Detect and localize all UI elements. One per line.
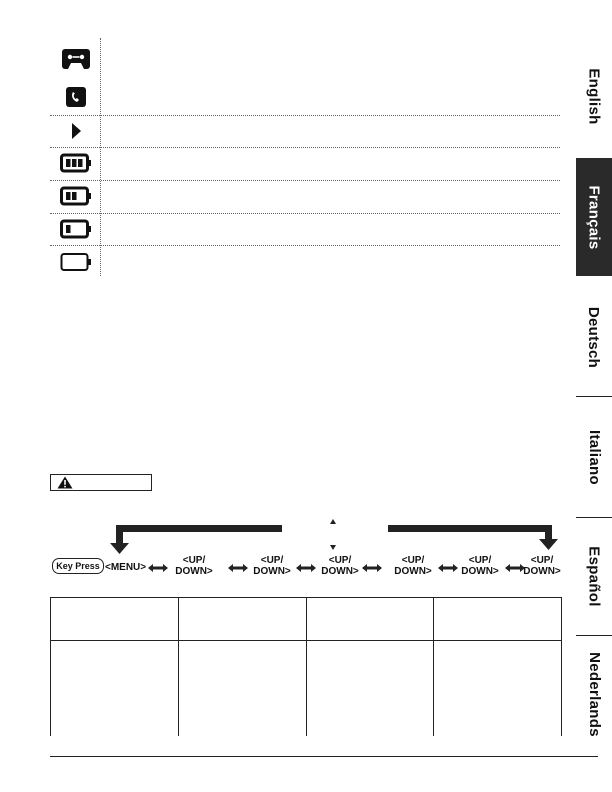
icon-table	[0, 0, 612, 280]
double-arrow-icon	[228, 563, 248, 573]
battery-two-thirds-icon	[60, 185, 92, 207]
battery-full-icon	[60, 152, 92, 174]
phone-icon	[60, 86, 92, 108]
tab-espanol-label: Español	[585, 545, 603, 607]
tab-espanol[interactable]	[576, 519, 612, 633]
warning-icon	[57, 476, 73, 489]
up-down-step: <UP/ DOWN>	[321, 555, 359, 577]
up-marker-icon	[329, 518, 337, 525]
warning-box	[50, 474, 152, 491]
return-arrow-left	[110, 525, 282, 555]
footer-rule	[50, 756, 598, 757]
tab-deutsch[interactable]	[576, 278, 612, 396]
tab-english-label: English	[585, 67, 603, 125]
up-down-step: <UP/ DOWN>	[253, 555, 291, 577]
up-down-step: <UP/ DOWN>	[523, 555, 561, 577]
tab-english[interactable]	[576, 40, 612, 152]
double-arrow-icon	[296, 563, 316, 573]
double-arrow-icon	[362, 563, 382, 573]
tab-francais[interactable]	[576, 158, 612, 276]
settings-table	[50, 597, 562, 736]
tab-italiano-label: Italiano	[585, 429, 603, 485]
menu-step: <MENU>	[105, 562, 147, 573]
return-arrow-right	[388, 525, 558, 551]
double-arrow-icon	[438, 563, 458, 573]
battery-one-third-icon	[60, 218, 92, 240]
tab-italiano[interactable]	[576, 398, 612, 516]
battery-empty-icon	[60, 251, 92, 273]
up-down-step: <UP/ DOWN>	[175, 555, 213, 577]
play-icon	[60, 120, 92, 142]
tab-nederlands-label: Nederlands	[585, 652, 603, 737]
key-press-button: Key Press	[52, 558, 104, 574]
down-marker-icon	[329, 544, 337, 551]
tab-deutsch-label: Deutsch	[585, 306, 603, 368]
up-down-step: <UP/ DOWN>	[461, 555, 499, 577]
up-down-step: <UP/ DOWN>	[394, 555, 432, 577]
cassette-icon	[60, 48, 92, 70]
double-arrow-icon	[148, 563, 168, 573]
tab-nederlands[interactable]	[576, 637, 612, 752]
tab-francais-label: Français	[585, 184, 603, 250]
